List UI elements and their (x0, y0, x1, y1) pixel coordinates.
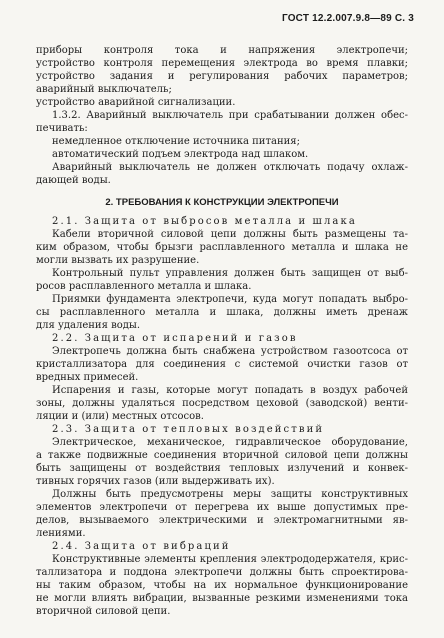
text-line: могли вызвать их разрушение. (36, 255, 200, 266)
text-line: а также подвижные соединения вторичной силовой цепи должны (36, 450, 408, 461)
text-line: Электропечь должна быть снабжена устройством газоотсоса от (52, 346, 408, 357)
text-line: Испарения и газы, которые могут попадать в воздух рабочей (52, 385, 408, 396)
text-line: дающей воды. (36, 175, 111, 186)
text-line: кристаллизатора для соединения с системой очистки газов от (36, 359, 408, 370)
text-line: не могли влиять вибрации, вызванные резкими изменениями тока (36, 593, 408, 604)
text-line: Конструктивные элементы крепления электрододержателя, крис- (52, 554, 408, 565)
text-line: 1.3.2. Аварийный выключатель при срабатывании должен обес- (52, 110, 408, 121)
text-line: для удаления воды. (36, 320, 141, 331)
section-heading: 2. ТРЕБОВАНИЯ К КОНСТРУКЦИИ ЭЛЕКТРОПЕЧИ (105, 197, 339, 208)
text-line: тивных горячих газов (или выдерживать их). (36, 476, 275, 487)
text-line: приборы контроля тока и напряжения электропечи; (36, 45, 408, 56)
text-line: элементов электропечи от перегрева их выше допустимых пре- (36, 502, 408, 513)
subsection-heading: 2.4. Защита от вибраций (52, 541, 231, 552)
text-line: лениями. (36, 528, 86, 539)
page-header: ГОСТ 12.2.007.9.8—89 С. 3 (281, 13, 414, 24)
subsection-heading: 2.3. Защита от тепловых воздействий (52, 424, 325, 435)
text-line: Аварийный выключатель не должен отключать подачу охлаж- (52, 162, 408, 173)
text-line: Кабели вторичной силовой цепи должны быть размещены та- (52, 229, 408, 240)
text-line: устройство задания и регулирования рабочих параметров; (36, 71, 408, 82)
text-line: ны таким образом, чтобы на их нормальное функционирование (36, 580, 408, 591)
text-line: ким образом, чтобы брызги расплавленного металла и шлака не (36, 242, 408, 253)
text-line: быть защищены от воздействия тепловых излучений и конвек- (36, 463, 408, 474)
subsection-heading: 2.1. Защита от выбросов металла и шлака (52, 216, 357, 227)
text-line: таллизатора и поддона электропечи должны быть спроектирова- (36, 567, 408, 578)
subsection-heading: 2.2. Защита от испарений и газов (52, 333, 298, 344)
text-line: ляции и (или) местных отсосов. (36, 411, 204, 422)
text-line: вредных примесей. (36, 372, 139, 383)
text-line: росов расплавленного металла и шлака. (36, 281, 252, 292)
text-line: немедленное отключение источника питания; (52, 136, 300, 147)
text-line: устройство аварийной сигнализации. (36, 97, 236, 108)
text-line: зоны, должны удаляться посредством цеховой (заводской) венти- (36, 398, 408, 409)
text-line: сы расплавленного металла и шлака, должны иметь дренаж (36, 307, 408, 318)
text-line: печивать: (36, 123, 88, 134)
text-line: вторичной силовой цепи. (36, 606, 171, 617)
text-line: Приямки фундамента электропечи, куда могут попадать выбро- (52, 294, 408, 305)
text-line: Контрольный пульт управления должен быть защищен от выб- (52, 268, 408, 279)
text-line: устройство контроля перемещения электрода во время плавки; (36, 58, 408, 69)
text-line: Электрическое, механическое, гидравлическое оборудование, (52, 437, 408, 448)
text-line: Должны быть предусмотрены меры защиты конструктивных (52, 489, 408, 500)
text-line: автоматический подъем электрода над шлаком. (52, 149, 309, 160)
text-line: делов, вызываемого электрическими и электромагнитными яв- (36, 515, 408, 526)
text-line: аварийный выключатель; (36, 84, 172, 95)
